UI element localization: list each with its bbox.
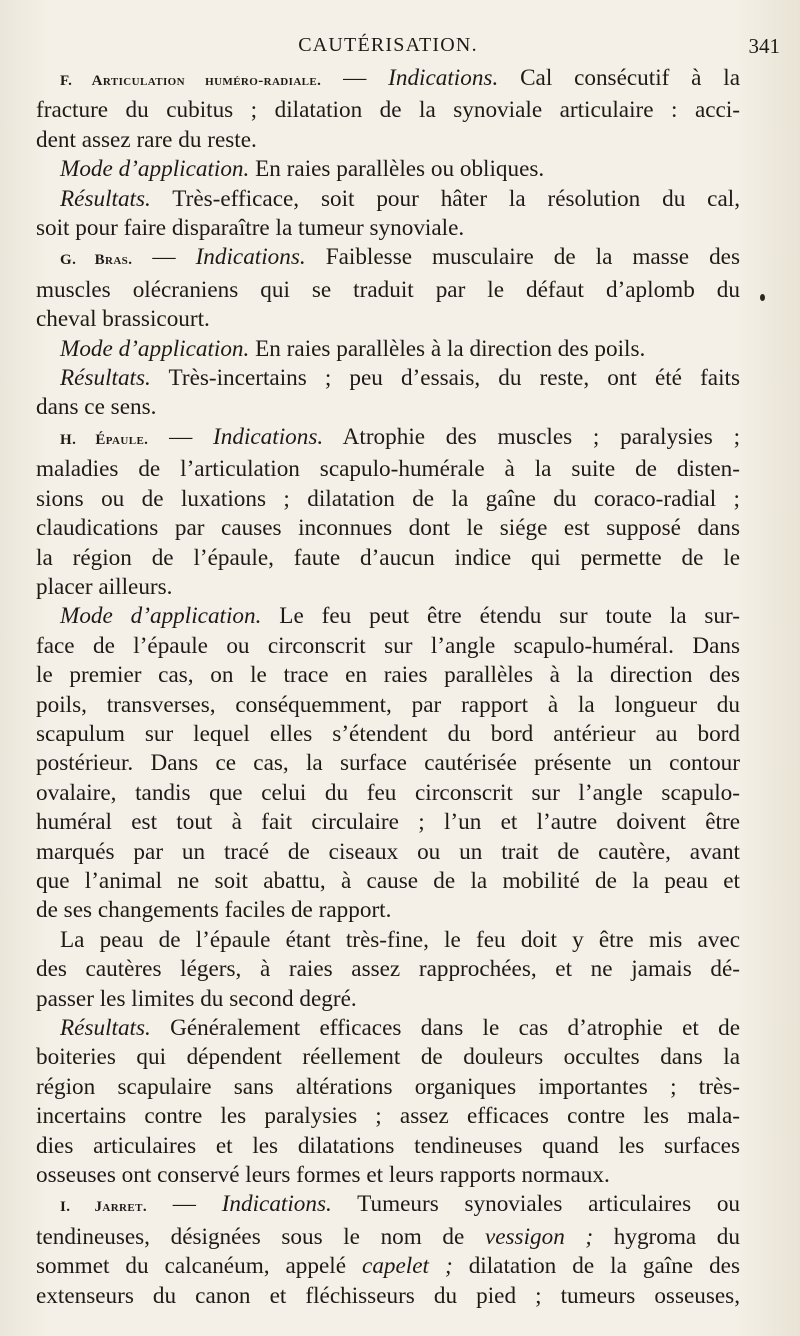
page-number: 341 [748,34,780,58]
text-run: osseuses ont conservé leurs formes et leurs rapports normaux. [36,1162,610,1189]
paragraph [36,1014,740,1190]
text-line [36,1161,740,1190]
text-run: En raies parallèles ou obliques. [249,156,545,183]
text-run: soit pour faire disparaître la tumeur synoviale. [36,215,465,242]
paragraph [36,364,740,423]
paragraph [36,423,740,602]
text-line [36,544,740,573]
running-head [36,24,780,64]
text-line [36,808,740,837]
text-run: Très-incertains ; peu d’essais, du reste, ont été faits [150,365,740,392]
italic-text: Indications. [213,423,324,450]
paragraph [36,185,740,244]
text-line [36,514,740,543]
paragraph [36,335,740,364]
text-run: Tumeurs synoviales articulaires ou [331,1191,741,1218]
text-run: — [148,423,214,450]
text-line [36,126,740,155]
text-run: la région de l’épaule, faute d’aucun indice qui permette de le [36,544,740,571]
italic-text: Mode d’application. [60,156,250,183]
text-line [36,896,740,925]
text-run: cheval brassicourt. [36,306,210,333]
text-run: — [147,1191,222,1218]
text-line [36,485,740,514]
text-line [36,243,740,275]
paragraph [36,243,740,334]
text-line [36,1043,740,1072]
text-run: Cal consécutif à la [498,65,741,91]
text-line [36,691,740,720]
text-line [36,96,740,125]
text-line [36,632,740,661]
body-text [36,64,740,1311]
text-run: placer ailleurs. [36,573,173,600]
section-heading: G. Bras. [60,252,133,269]
text-run: fracture du cubitus ; dilatation de la synoviale articulaire : acci- [36,97,740,124]
paragraph [36,155,740,184]
text-line [36,926,740,955]
text-line [36,573,740,602]
text-line [36,1132,740,1161]
text-line [36,720,740,749]
text-line [36,185,740,214]
italic-text: Résultats. [60,365,151,392]
text-line [36,423,740,455]
italic-text: Indications. [388,65,499,91]
text-run: poils, transverses, conséquemment, par rapport à la longueur du [36,691,740,718]
text-line [36,1102,740,1131]
text-line [36,214,740,243]
text-run: Faiblesse musculaire de la masse des [305,244,740,271]
section-heading: H. Épaule. [60,431,149,448]
text-run: Très-efficace, soit pour hâter la résolution du cal, [150,185,740,212]
text-run: sions ou de luxations ; dilatation de la gaîne du coraco-radial ; [36,485,740,512]
text-run: Atrophie des muscles ; paralysies ; [323,423,741,450]
text-line [36,1223,740,1252]
text-line [36,305,740,334]
text-run: dies articulaires et les dilatations tendineuses quand les surfaces [36,1132,740,1159]
text-line [36,955,740,984]
text-line [36,1190,740,1222]
text-run: hygroma du [593,1223,740,1250]
italic-text: Mode d’application. [60,335,250,362]
section-heading: I. Jarret. [60,1199,148,1216]
text-run: de ses changements faciles de rapport. [36,897,392,924]
italic-text: Indications. [221,1191,332,1218]
text-line [36,661,740,690]
text-run: — [132,244,196,271]
italic-text: capelet ; [362,1253,453,1280]
text-run: passer les limites du second degré. [36,985,357,1012]
text-run: extenseurs du canon et fléchisseurs du pied ; tumeurs osseuses, [36,1282,740,1309]
text-line [36,335,740,364]
text-line [36,985,740,1014]
text-run: région scapulaire sans altérations organiques importantes ; très- [36,1073,740,1100]
text-line [36,1252,740,1281]
italic-text: Résultats. [60,1015,151,1041]
text-run: face de l’épaule ou circonscrit sur l’angle scapulo-huméral. Dans [36,632,740,659]
text-run: maladies de l’articulation scapulo-humérale à la suite de disten- [36,456,740,483]
text-line [36,838,740,867]
text-run: dilatation de la gaîne des [452,1253,740,1280]
text-line [36,1073,740,1102]
text-run: En raies parallèles à la direction des poils. [249,335,646,362]
text-line [36,749,740,778]
italic-text: vessigon ; [484,1223,594,1250]
text-line [36,867,740,896]
paragraph [36,602,740,925]
text-run: muscles olécraniens qui se traduit par le défaut d’aplomb du [36,276,740,303]
text-line [36,393,740,422]
paragraph [36,1190,740,1311]
text-run: que l’animal ne soit abattu, à cause de la mobilité de la peau et [36,867,740,894]
text-line [36,155,740,184]
text-run: Le feu peut être étendu sur toute la sur- [261,603,740,630]
text-run: — [321,65,389,91]
text-run: boiteries qui dépendent réellement de douleurs occultes dans la [36,1044,740,1071]
text-run: dans ce sens. [36,394,157,421]
text-line [36,455,740,484]
margin-mark [760,294,765,301]
text-run: scapulum sur lequel elles s’étendent du bord antérieur au bord [36,720,740,747]
text-run: des cautères légers, à raies assez rapprochées, et ne jamais dé- [36,956,740,983]
text-run: Généralement efficaces dans le cas d’atrophie et de [150,1015,740,1041]
running-title: CAUTÉRISATION. [298,34,478,56]
text-run: claudications par causes inconnues dont le siége est supposé dans [36,515,740,542]
text-line [36,364,740,393]
text-line [36,1282,740,1311]
text-run: huméral est tout à fait circulaire ; l’un et l’autre doivent être [36,809,740,836]
italic-text: Mode d’application. [60,603,262,630]
paragraph [36,926,740,1014]
text-run: La peau de l’épaule étant très-fine, le feu doit y être mis avec [60,926,740,953]
text-run: dent assez rare du reste. [36,126,257,153]
italic-text: Résultats. [60,185,151,212]
text-run: marqués par un tracé de ciseaux ou un trait de cautère, avant [36,838,740,865]
section-heading: F. Articulation huméro-radiale. [60,73,322,89]
text-run: postérieur. Dans ce cas, la surface cautérisée présente un contour [36,750,740,777]
text-line [36,602,740,631]
text-line [36,779,740,808]
text-line [36,1014,740,1043]
text-line [36,64,740,96]
paragraph [36,64,740,155]
italic-text: Indications. [195,244,306,271]
text-run: sommet du calcanéum, appelé [36,1253,363,1280]
text-run: ovalaire, tandis que celui du feu circonscrit sur l’angle scapulo- [36,779,740,806]
text-run: le premier cas, on le trace en raies parallèles à la direction des [36,662,740,689]
text-run: incertains contre les paralysies ; assez efficaces contre les mala- [36,1103,740,1130]
text-run: tendineuses, désignées sous le nom de [36,1223,485,1250]
text-line [36,276,740,305]
